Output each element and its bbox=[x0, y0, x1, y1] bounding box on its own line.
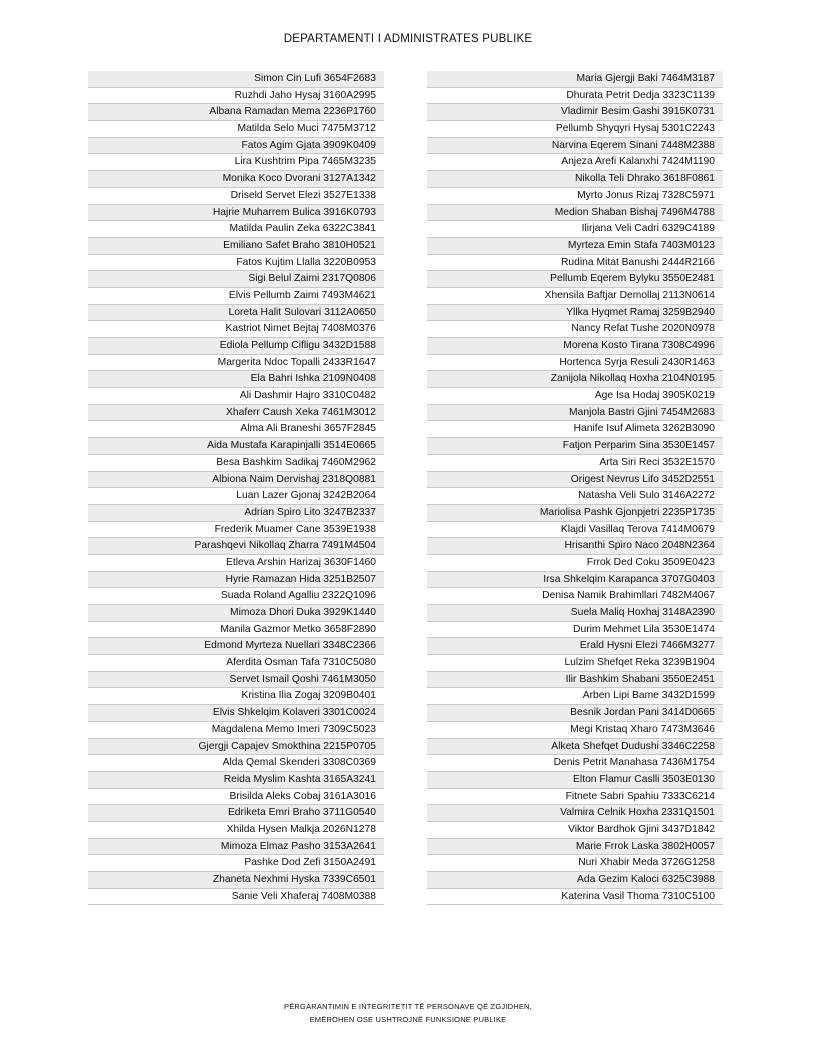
list-item: Durim Mehmet Lila 3530E1474 bbox=[427, 622, 723, 639]
list-item: Etleva Arshin Harizaj 3630F1460 bbox=[88, 555, 384, 572]
list-item: Ilirjana Veli Cadri 6329C4189 bbox=[427, 221, 723, 238]
list-item: Ruzhdi Jaho Hysaj 3160A2995 bbox=[88, 88, 384, 105]
list-item: Monika Koco Dvorani 3127A1342 bbox=[88, 171, 384, 188]
footer-line-1: PËRGARANTIMIN E INTEGRITETIT TË PERSONAVE QË ZGJIDHEN, bbox=[284, 1002, 532, 1011]
list-item: Alma Ali Braneshi 3657F2845 bbox=[88, 421, 384, 438]
list-item: Suada Roland Agalliu 2322Q1096 bbox=[88, 588, 384, 605]
list-item: Manjola Bastri Gjini 7454M2683 bbox=[427, 405, 723, 422]
list-item: Marie Frrok Laska 3802H0057 bbox=[427, 839, 723, 856]
list-item: Katerina Vasil Thoma 7310C5100 bbox=[427, 889, 723, 906]
list-item: Xhaferr Caush Xeka 7461M3012 bbox=[88, 405, 384, 422]
footer-line-2: EMËROHEN OSE USHTROJNË FUNKSIONE PUBLIKE bbox=[309, 1015, 507, 1024]
list-item: Xhilda Hysen Malkja 2026N1278 bbox=[88, 822, 384, 839]
list-item: Adrian Spiro Lito 3247B2337 bbox=[88, 505, 384, 522]
list-item: Ela Bahri Ishka 2109N0408 bbox=[88, 371, 384, 388]
list-item: Parashqevi Nikollaq Zharra 7491M4504 bbox=[88, 538, 384, 555]
list-item: Brisilda Aleks Cobaj 3161A3016 bbox=[88, 789, 384, 806]
list-item: Nancy Refat Tushe 2020N0978 bbox=[427, 321, 723, 338]
list-item: Mimoza Dhori Duka 3929K1440 bbox=[88, 605, 384, 622]
list-item: Myrto Jonus Rizaj 7328C5971 bbox=[427, 188, 723, 205]
list-item: Morena Kosto Tirana 7308C4996 bbox=[427, 338, 723, 355]
list-item: Edmond Myrteza Nuellari 3348C2366 bbox=[88, 638, 384, 655]
list-item: Maria Gjergji Baki 7464M3187 bbox=[427, 71, 723, 88]
list-item: Driseld Servet Elezi 3527E1338 bbox=[88, 188, 384, 205]
list-item: Besnik Jordan Pani 3414D0665 bbox=[427, 705, 723, 722]
list-item: Mariolisa Pashk Gjonpjetri 2235P1735 bbox=[427, 505, 723, 522]
list-item: Medion Shaban Bishaj 7496M4788 bbox=[427, 205, 723, 222]
list-item: Kristina Ilia Zogaj 3209B0401 bbox=[88, 688, 384, 705]
list-item: Rudina Mitat Banushi 2444R2166 bbox=[427, 255, 723, 272]
list-item: Reida Myslim Kashta 3165A3241 bbox=[88, 772, 384, 789]
list-item: Dhurata Petrit Dedja 3323C1139 bbox=[427, 88, 723, 105]
list-item: Arta Siri Reci 3532E1570 bbox=[427, 455, 723, 472]
left-name-list bbox=[88, 71, 384, 905]
list-item: Elvis Shkelqim Kolaveri 3301C0024 bbox=[88, 705, 384, 722]
list-item: Nuri Xhabir Meda 3726G1258 bbox=[427, 855, 723, 872]
list-item: Ada Gezim Kaloci 6325C3988 bbox=[427, 872, 723, 889]
list-item: Emiliano Safet Braho 3810H0521 bbox=[88, 238, 384, 255]
list-item: Anjeza Arefi Kalanxhi 7424M1190 bbox=[427, 154, 723, 171]
list-item: Sanie Veli Xhaferaj 7408M0388 bbox=[88, 889, 384, 906]
list-item: Hortenca Syrja Resuli 2430R1463 bbox=[427, 355, 723, 372]
list-item: Age Isa Hodaj 3905K0219 bbox=[427, 388, 723, 405]
list-item: Frederik Muamer Cane 3539E1938 bbox=[88, 522, 384, 539]
list-item: Zanijola Nikollaq Hoxha 2104N0195 bbox=[427, 371, 723, 388]
list-item: Fatos Kujtim Llalla 3220B0953 bbox=[88, 255, 384, 272]
list-item: Matilda Paulin Zeka 6322C3841 bbox=[88, 221, 384, 238]
list-item: Valmira Celnik Hoxha 2331Q1501 bbox=[427, 805, 723, 822]
list-item: Edriketa Emri Braho 3711G0540 bbox=[88, 805, 384, 822]
list-item: Pellumb Shyqyri Hysaj 5301C2243 bbox=[427, 121, 723, 138]
list-item: Loreta Halit Sulovari 3112A0650 bbox=[88, 305, 384, 322]
list-item: Magdalena Memo Imeri 7309C5023 bbox=[88, 722, 384, 739]
list-item: Margerita Ndoc Topalli 2433R1647 bbox=[88, 355, 384, 372]
list-item: Suela Maliq Hoxhaj 3148A2390 bbox=[427, 605, 723, 622]
list-item: Besa Bashkim Sadikaj 7460M2962 bbox=[88, 455, 384, 472]
list-item: Matilda Selo Muci 7475M3712 bbox=[88, 121, 384, 138]
list-item: Lira Kushtrim Pipa 7465M3235 bbox=[88, 154, 384, 171]
list-item: Klajdi Vasillaq Terova 7414M0679 bbox=[427, 522, 723, 539]
list-item: Hajrie Muharrem Bulica 3916K0793 bbox=[88, 205, 384, 222]
list-item: Ediola Pellump Cifligu 3432D1588 bbox=[88, 338, 384, 355]
list-item: Fatos Agim Gjata 3909K0409 bbox=[88, 138, 384, 155]
list-item: Albana Ramadan Mema 2236P1760 bbox=[88, 104, 384, 121]
list-item: Sigi Belul Zaimi 2317Q0806 bbox=[88, 271, 384, 288]
list-item: Nikolla Teli Dhrako 3618F0861 bbox=[427, 171, 723, 188]
list-item: Gjergji Capajev Smokthina 2215P0705 bbox=[88, 739, 384, 756]
list-item: Aferdita Osman Tafa 7310C5080 bbox=[88, 655, 384, 672]
list-item: Elton Flamur Caslli 3503E0130 bbox=[427, 772, 723, 789]
list-item: Erald Hysni Elezi 7466M3277 bbox=[427, 638, 723, 655]
list-item: Hrisanthi Spiro Naco 2048N2364 bbox=[427, 538, 723, 555]
list-item: Mimoza Elmaz Pasho 3153A2641 bbox=[88, 839, 384, 856]
list-item: Megi Kristaq Xharo 7473M3646 bbox=[427, 722, 723, 739]
list-item: Aida Mustafa Karapinjalli 3514E0665 bbox=[88, 438, 384, 455]
list-item: Albiona Naim Dervishaj 2318Q0881 bbox=[88, 472, 384, 489]
list-item: Elvis Pellumb Zaimi 7493M4621 bbox=[88, 288, 384, 305]
list-item: Ilir Bashkim Shabani 3550E2451 bbox=[427, 672, 723, 689]
list-item: Ali Dashmir Hajro 3310C0482 bbox=[88, 388, 384, 405]
list-item: Hyrie Ramazan Hida 3251B2507 bbox=[88, 572, 384, 589]
list-item: Kastriot Nimet Bejtaj 7408M0376 bbox=[88, 321, 384, 338]
list-item: Viktor Bardhok Gjini 3437D1842 bbox=[427, 822, 723, 839]
list-item: Narvina Eqerem Sinani 7448M2388 bbox=[427, 138, 723, 155]
list-item: Yllka Hyqmet Ramaj 3259B2940 bbox=[427, 305, 723, 322]
page-title: DEPARTAMENTI I ADMINISTRATES PUBLIKE bbox=[283, 33, 533, 45]
list-item: Luan Lazer Gjonaj 3242B2064 bbox=[88, 488, 384, 505]
page-footer bbox=[0, 1000, 816, 1026]
list-item: Servet Ismail Qoshi 7461M3050 bbox=[88, 672, 384, 689]
list-item: Myrteza Emin Stafa 7403M0123 bbox=[427, 238, 723, 255]
list-item: Origest Nevrus Lifo 3452D2551 bbox=[427, 472, 723, 489]
list-item: Pashke Dod Zefi 3150A2491 bbox=[88, 855, 384, 872]
list-item: Simon Cin Lufi 3654F2683 bbox=[88, 71, 384, 88]
list-item: Denisa Namik Brahimllari 7482M4067 bbox=[427, 588, 723, 605]
list-item: Pellumb Eqerem Bylyku 3550E2481 bbox=[427, 271, 723, 288]
list-item: Manila Gazmor Metko 3658F2890 bbox=[88, 622, 384, 639]
list-item: Frrok Ded Coku 3509E0423 bbox=[427, 555, 723, 572]
list-item: Alketa Shefqet Dudushi 3346C2258 bbox=[427, 739, 723, 756]
list-item: Arben Lipi Bame 3432D1599 bbox=[427, 688, 723, 705]
list-item: Fatjon Perparim Sina 3530E1457 bbox=[427, 438, 723, 455]
list-item: Denis Petrit Manahasa 7436M1754 bbox=[427, 755, 723, 772]
list-item: Zhaneta Nexhmi Hyska 7339C6501 bbox=[88, 872, 384, 889]
list-item: Vladimir Besim Gashi 3915K0731 bbox=[427, 104, 723, 121]
list-item: Fitnete Sabri Spahiu 7333C6214 bbox=[427, 789, 723, 806]
list-item: Natasha Veli Sulo 3146A2272 bbox=[427, 488, 723, 505]
list-item: Xhensila Baftjar Demollaj 2113N0614 bbox=[427, 288, 723, 305]
right-name-list bbox=[427, 71, 723, 905]
list-item: Irsa Shkelqim Karapanca 3707G0403 bbox=[427, 572, 723, 589]
list-item: Lulzim Shefqet Reka 3239B1904 bbox=[427, 655, 723, 672]
list-item: Alda Qemal Skenderi 3308C0369 bbox=[88, 755, 384, 772]
list-item: Hanife Isuf Alimeta 3262B3090 bbox=[427, 421, 723, 438]
